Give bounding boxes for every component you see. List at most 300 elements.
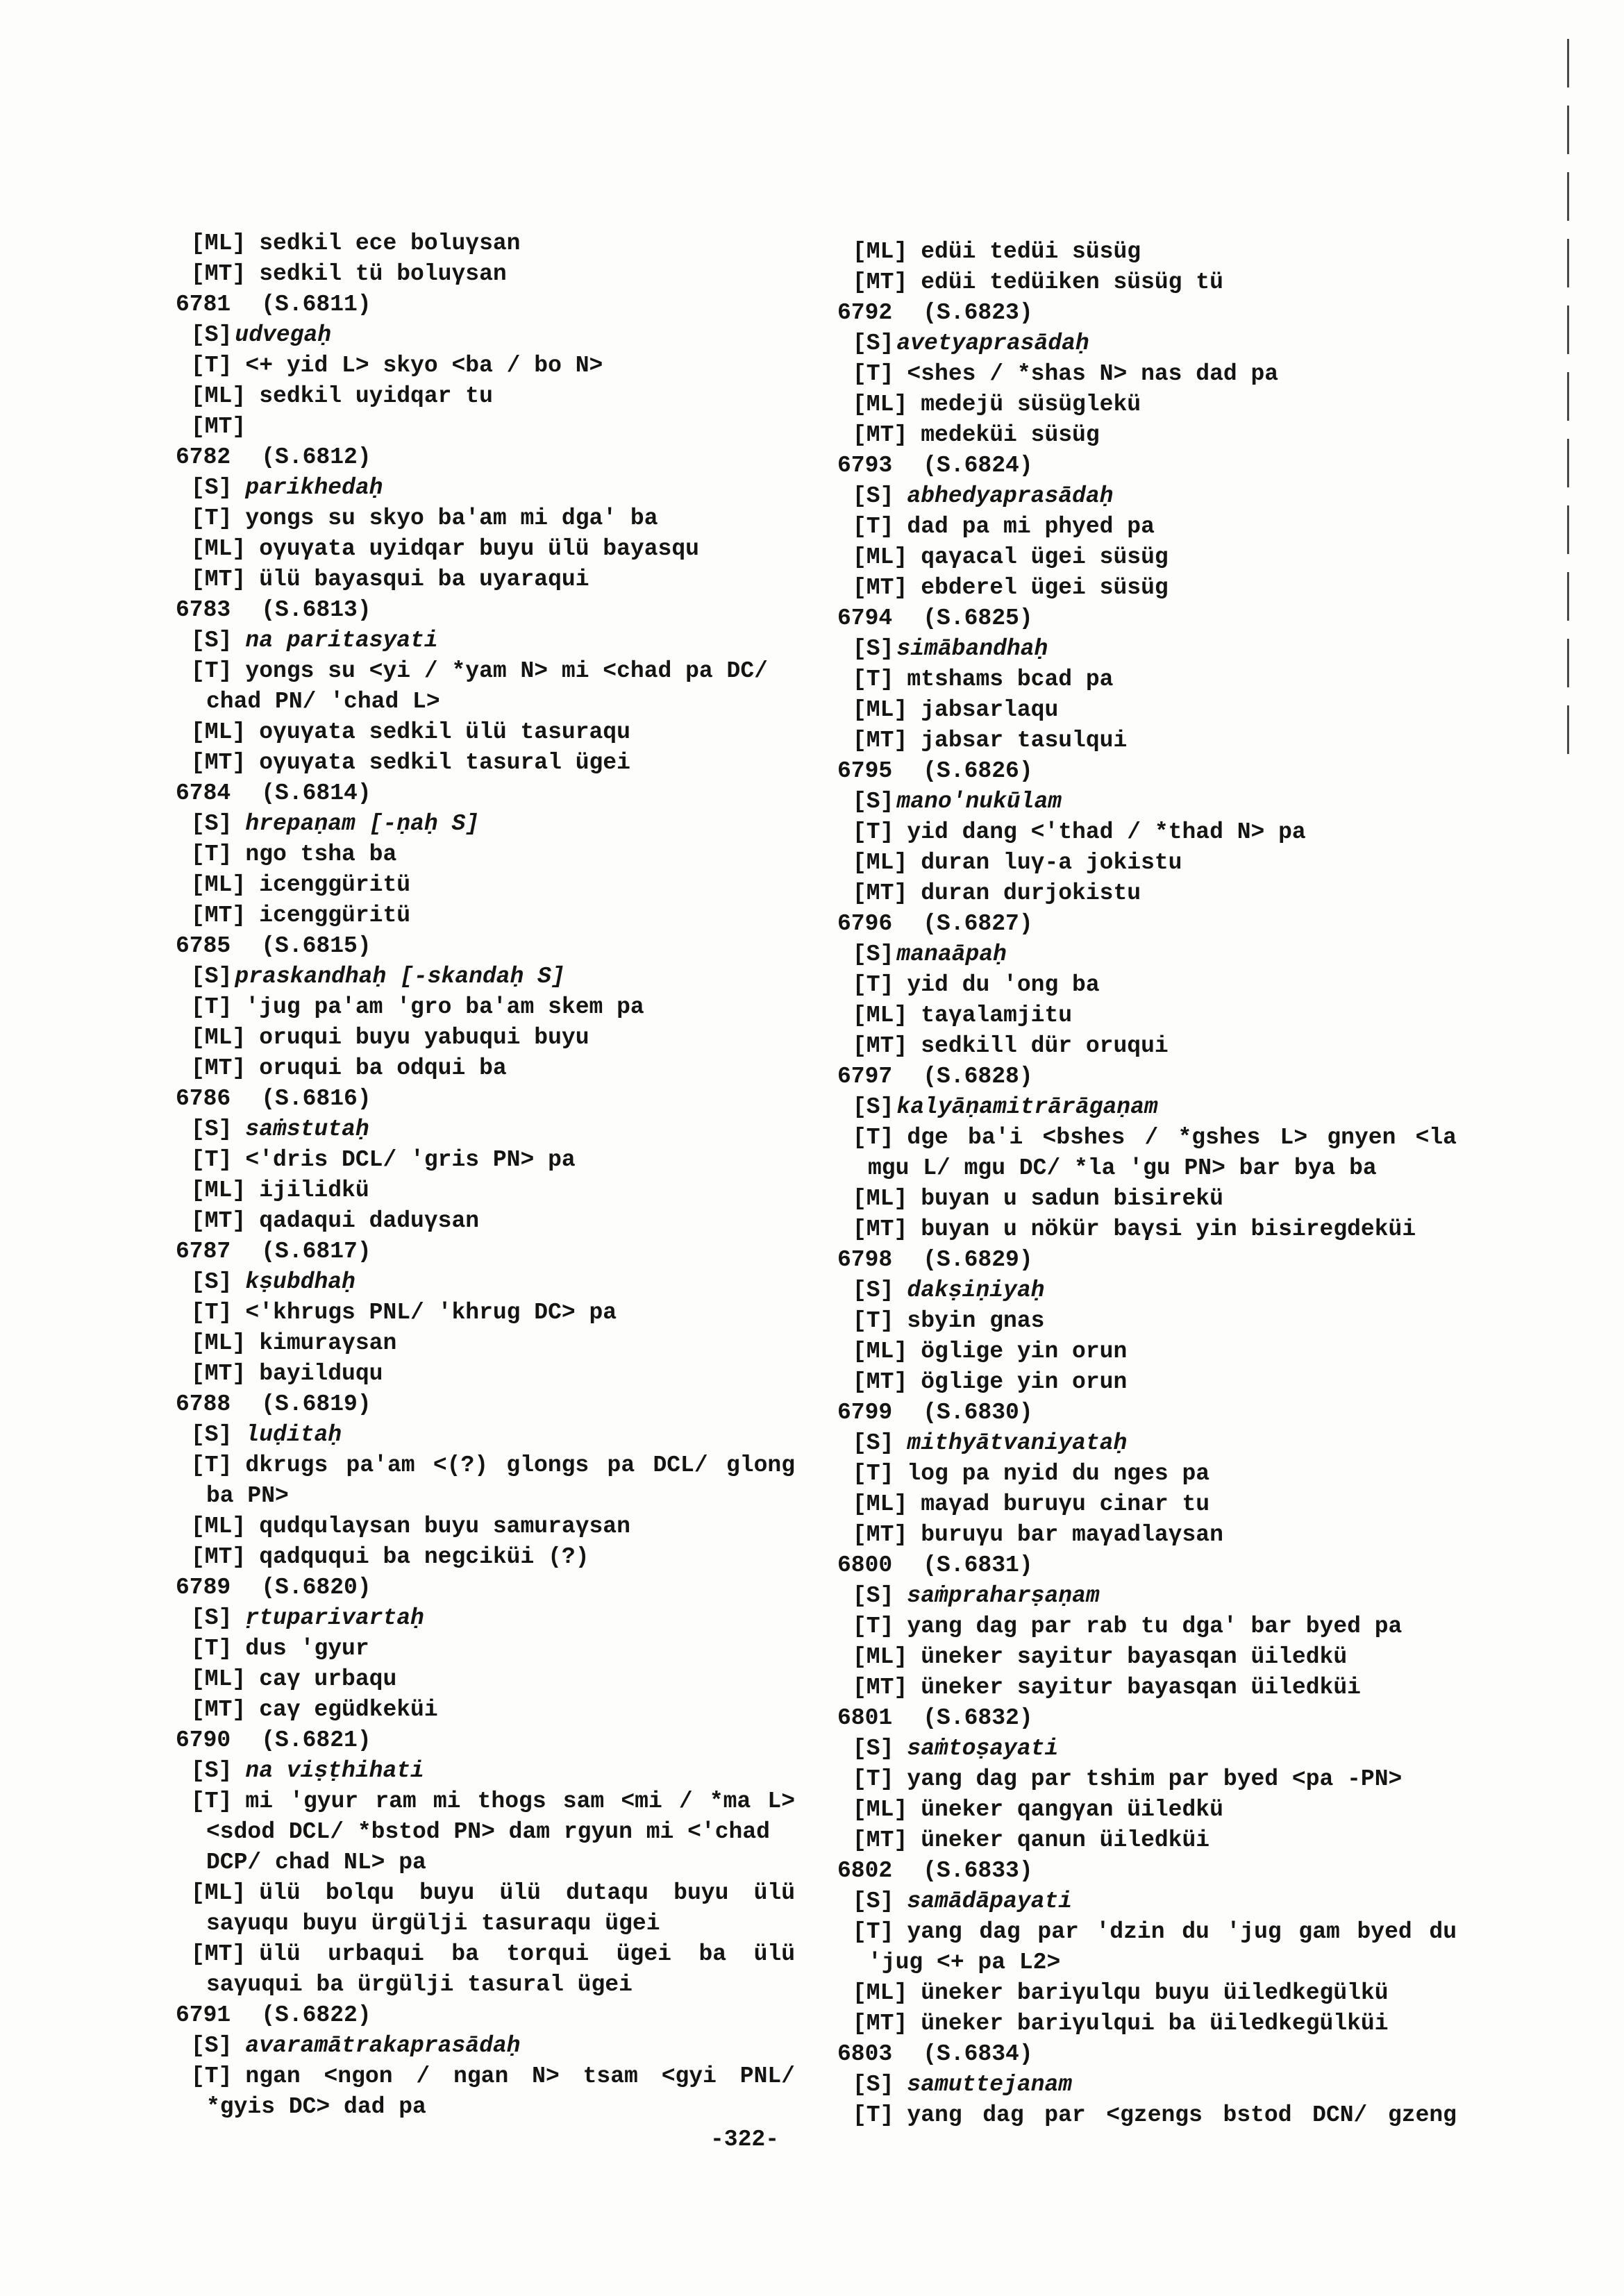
field-text: avetyaprasādaḥ	[896, 330, 1089, 356]
field-text: dakṣiṇiyaḥ	[907, 1277, 1045, 1303]
field-label: [MT]	[853, 575, 908, 601]
field-line	[837, 1214, 1457, 1245]
field-label: [T]	[191, 658, 233, 684]
field-label: [S]	[853, 941, 894, 967]
field-line	[837, 1489, 1457, 1520]
entry	[176, 778, 795, 931]
entry-header	[837, 451, 1457, 481]
field-line	[837, 2100, 1457, 2131]
field-label: [T]	[191, 1147, 233, 1173]
field-label: [ML]	[191, 719, 246, 745]
field-label: [ML]	[191, 1025, 246, 1050]
field-label: [MT]	[191, 1361, 246, 1386]
field-text: mtshams bcad pa	[907, 667, 1114, 692]
field-text: yang dag par <gzengs bstod DCN/ gzeng	[907, 2102, 1457, 2128]
field-line	[176, 992, 795, 1023]
field-text: edüi tedüi süsüg	[921, 239, 1141, 265]
entry-number: 6790	[176, 1727, 231, 1753]
field-label: [T]	[191, 1452, 233, 1478]
continuation-line: chad PN/ 'chad L>	[206, 689, 440, 714]
field-line	[176, 870, 795, 900]
field-label: [T]	[853, 819, 894, 845]
entry-ref: (S.6819)	[261, 1391, 371, 1417]
entry-header	[837, 1856, 1457, 1886]
field-text: dus 'gyur	[245, 1636, 369, 1661]
entry-ref: (S.6825)	[923, 605, 1033, 631]
field-label: [T]	[853, 972, 894, 998]
field-line	[176, 1053, 795, 1084]
field-line	[837, 695, 1457, 726]
entry-header	[176, 1573, 795, 1603]
entry-number: 6795	[837, 758, 893, 784]
field-line	[837, 1336, 1457, 1367]
field-line	[176, 1420, 795, 1450]
field-text: jabsarlaqu	[921, 697, 1059, 723]
entry-header	[176, 1725, 795, 1756]
field-label: [ML]	[191, 1330, 246, 1356]
field-label: [ML]	[853, 1644, 908, 1670]
field-line	[837, 237, 1457, 267]
entry-number: 6802	[837, 1858, 893, 1884]
field-text: na paritasyati	[245, 628, 438, 653]
field-label: [ML]	[191, 1666, 246, 1692]
field-label: [MT]	[191, 903, 246, 928]
entry-ref: (S.6811)	[261, 292, 371, 317]
entry-header	[837, 1245, 1457, 1275]
field-line	[837, 1459, 1457, 1489]
field-line	[837, 2070, 1457, 2100]
entry	[837, 298, 1457, 451]
entry-ref: (S.6832)	[923, 1705, 1033, 1731]
entry-header	[176, 1237, 795, 1267]
field-label: [S]	[191, 322, 233, 348]
entry-number: 6800	[837, 1552, 893, 1578]
field-line	[837, 1795, 1457, 1825]
field-text: praskandhaḥ [-skandaḥ S]	[235, 964, 565, 989]
field-text: abhedyaprasādaḥ	[907, 483, 1114, 509]
field-text: sbyin gnas	[907, 1308, 1045, 1334]
field-text: ngo tsha ba	[245, 841, 397, 867]
field-text: udvegaḥ	[235, 322, 332, 348]
field-line	[837, 1886, 1457, 1917]
field-text: 'jug pa'am 'gro ba'am skem pa	[245, 994, 644, 1020]
field-text: öglige yin orun	[921, 1369, 1128, 1395]
field-label: [MT]	[853, 1033, 908, 1059]
field-label: [S]	[853, 2072, 894, 2097]
field-text: medeküi süsüg	[921, 422, 1100, 448]
field-text: edüi tedüiken süsüg tü	[921, 269, 1223, 295]
field-label: [T]	[853, 1308, 894, 1334]
scan-artifact-line	[1567, 39, 1569, 764]
field-label: [S]	[191, 1758, 233, 1784]
field-text: oγuγata sedkil tasural ügei	[259, 750, 630, 776]
field-text: buyan u nökür baγsi yin bisiregdeküi	[921, 1216, 1416, 1242]
field-text: log pa nyid du nges pa	[907, 1461, 1210, 1486]
field-line	[176, 1634, 795, 1664]
field-line	[176, 1145, 795, 1175]
field-line	[176, 228, 795, 259]
entry-number: 6797	[837, 1064, 893, 1089]
entry-header	[837, 603, 1457, 634]
field-label: [MT]	[191, 261, 246, 287]
field-line	[837, 1917, 1457, 1947]
entry-header	[837, 1550, 1457, 1581]
field-text: simābandhaḥ	[896, 636, 1048, 662]
field-text: mano'nukūlam	[896, 789, 1062, 814]
column-left	[176, 228, 795, 2122]
field-text: sedkil ece boluγsan	[259, 231, 521, 256]
field-line	[837, 481, 1457, 512]
field-line	[176, 564, 795, 595]
entry-ref: (S.6827)	[923, 911, 1033, 937]
field-label: [T]	[853, 1766, 894, 1792]
field-label: [MT]	[853, 422, 908, 448]
field-line	[176, 1298, 795, 1328]
entry	[837, 1062, 1457, 1245]
field-line	[837, 848, 1457, 878]
field-label: [T]	[853, 361, 894, 387]
field-line	[176, 748, 795, 778]
entry-header	[176, 290, 795, 320]
continuation-line: <sdod DCL/ *bstod PN> dam rgyun mi <'chad	[206, 1819, 770, 1845]
entry-header	[837, 756, 1457, 787]
entry-ref: (S.6814)	[261, 780, 371, 806]
field-text: kṣubdhaḥ	[245, 1269, 355, 1295]
field-label: [ML]	[853, 850, 908, 875]
field-label: [ML]	[853, 1003, 908, 1028]
field-text: mithyātvaniyataḥ	[907, 1430, 1128, 1456]
entry	[176, 290, 795, 442]
field-label: [T]	[191, 505, 233, 531]
entry-ref: (S.6820)	[261, 1575, 371, 1600]
field-label: [T]	[853, 514, 894, 539]
continuation-line: DCP/ chad NL> pa	[206, 1850, 426, 1875]
field-text: öglige yin orun	[921, 1339, 1128, 1364]
field-text: ülü urbaqui ba torqui ügei ba ülü	[259, 1941, 795, 1967]
entry-ref: (S.6817)	[261, 1239, 371, 1264]
field-label: [MT]	[191, 1208, 246, 1234]
field-line	[837, 817, 1457, 848]
entry-ref: (S.6815)	[261, 933, 371, 959]
field-line	[837, 726, 1457, 756]
field-text: ülü bayasqui ba uyaraqui	[259, 567, 589, 592]
entry-ref: (S.6812)	[261, 444, 371, 470]
field-label: [ML]	[853, 1491, 908, 1517]
field-line	[837, 1123, 1457, 1153]
field-label: [S]	[191, 2033, 233, 2059]
continuation-line: saγuqu buyu ürgülji tasuraqu ügei	[206, 1911, 660, 1936]
field-text: qudqulaγsan buyu samuraγsan	[259, 1514, 630, 1539]
field-label: [T]	[853, 667, 894, 692]
entry-header	[176, 2000, 795, 2031]
field-label: [ML]	[853, 392, 908, 417]
field-line	[176, 626, 795, 656]
field-text: samuttejanam	[907, 2072, 1073, 2097]
field-line	[176, 1695, 795, 1725]
field-text: manaāpaḥ	[896, 941, 1007, 967]
field-line	[176, 962, 795, 992]
entry-header	[176, 778, 795, 809]
entry	[176, 1573, 795, 1725]
field-line	[837, 1367, 1457, 1398]
entry-number: 6794	[837, 605, 893, 631]
field-label: [ML]	[853, 1797, 908, 1822]
entry-ref: (S.6816)	[261, 1086, 371, 1112]
field-text: duran durjokistu	[921, 880, 1141, 906]
field-label: [S]	[191, 1116, 233, 1142]
entry	[837, 756, 1457, 909]
field-line	[837, 389, 1457, 420]
field-label: [ML]	[853, 239, 908, 265]
field-line	[837, 359, 1457, 389]
field-label: [MT]	[191, 414, 246, 439]
entry-ref: (S.6824)	[923, 453, 1033, 478]
field-label: [MT]	[191, 750, 246, 776]
field-text: avaramātrakaprasādaḥ	[245, 2033, 521, 2059]
field-line	[176, 717, 795, 748]
field-text: medejü süsüglekü	[921, 392, 1141, 417]
entry-number: 6799	[837, 1400, 893, 1425]
field-text: buyan u sadun bisirekü	[921, 1186, 1223, 1212]
field-line	[837, 328, 1457, 359]
field-text: dge ba'i <bshes / *gshes L> gnyen <la	[907, 1125, 1457, 1150]
field-label: [MT]	[191, 1941, 246, 1967]
entry	[837, 1703, 1457, 1856]
field-label: [T]	[191, 1300, 233, 1325]
entry-ref: (S.6834)	[923, 2041, 1033, 2067]
field-text: yang dag par 'dzin du 'jug gam byed du	[907, 1919, 1457, 1945]
entry-number: 6781	[176, 292, 231, 317]
field-text: qaγacal ügei süsüg	[921, 544, 1169, 570]
field-label: [T]	[191, 1636, 233, 1661]
field-line	[176, 1786, 795, 1817]
field-text: dad pa mi phyed pa	[907, 514, 1155, 539]
field-line	[837, 878, 1457, 909]
entry	[837, 1398, 1457, 1550]
field-label: [S]	[853, 483, 894, 509]
field-text: üneker sayitur bayasqan üiledküi	[921, 1675, 1361, 1700]
entry-ref: (S.6831)	[923, 1552, 1033, 1578]
field-label: [S]	[191, 1422, 233, 1448]
field-label: [ML]	[191, 536, 246, 562]
field-label: [ML]	[191, 383, 246, 409]
field-label: [MT]	[853, 728, 908, 753]
field-line	[176, 839, 795, 870]
field-label: [T]	[853, 2102, 894, 2128]
field-text: dkrugs pa'am <(?) glongs pa DCL/ glong	[245, 1452, 795, 1478]
field-line	[176, 1603, 795, 1634]
field-text: oruqui buyu yabuqui buyu	[259, 1025, 589, 1050]
entry-number: 6796	[837, 911, 893, 937]
field-text: samādāpayati	[907, 1888, 1073, 1914]
field-text: sedkill dür oruqui	[921, 1033, 1169, 1059]
field-text: saṁpraharṣaṇam	[907, 1583, 1100, 1609]
entry-ref: (S.6830)	[923, 1400, 1033, 1425]
field-label: [S]	[191, 811, 233, 837]
field-line	[837, 542, 1457, 573]
field-label: [MT]	[191, 1055, 246, 1081]
entry	[176, 442, 795, 595]
field-text: buruγu bar maγadlaγsan	[921, 1522, 1223, 1548]
field-label: [S]	[853, 1888, 894, 1914]
field-label: [ML]	[191, 1514, 246, 1539]
field-text: <'dris DCL/ 'gris PN> pa	[245, 1147, 576, 1173]
field-text: üneker qangγan üiledkü	[921, 1797, 1223, 1822]
field-line	[176, 2061, 795, 2092]
field-line	[176, 1359, 795, 1389]
field-label: [MT]	[191, 567, 246, 592]
field-label: [S]	[191, 1605, 233, 1631]
entry	[837, 451, 1457, 603]
entry-ref: (S.6813)	[261, 597, 371, 623]
field-text: <+ yid L> skyo <ba / bo N>	[245, 353, 603, 378]
field-label: [S]	[853, 1583, 894, 1609]
field-line	[176, 503, 795, 534]
field-label: [T]	[191, 353, 233, 378]
entry-number: 6787	[176, 1239, 231, 1264]
field-line	[176, 656, 795, 687]
entry-ref: (S.6826)	[923, 758, 1033, 784]
entry	[176, 2000, 795, 2122]
field-line	[837, 1825, 1457, 1856]
field-label: [S]	[191, 964, 233, 989]
field-text: ülü bolqu buyu ülü dutaqu buyu ülü	[259, 1880, 795, 1906]
field-text: ngan <ngon / ngan N> tsam <gyi PNL/	[245, 2063, 795, 2089]
field-label: [T]	[191, 2063, 233, 2089]
field-label: [ML]	[191, 872, 246, 898]
field-label: [S]	[853, 1277, 894, 1303]
field-label: [T]	[853, 1461, 894, 1486]
continuation-line: 'jug <+ pa L2>	[868, 1950, 1061, 1975]
field-line	[837, 1734, 1457, 1764]
field-label: [MT]	[853, 2011, 908, 2036]
field-line	[837, 1978, 1457, 2009]
entry-number: 6791	[176, 2002, 231, 2028]
field-label: [S]	[853, 1736, 894, 1761]
field-line	[837, 1184, 1457, 1214]
field-label: [S]	[191, 1269, 233, 1295]
field-line	[837, 512, 1457, 542]
field-text: <'khrugs PNL/ 'khrug DC> pa	[245, 1300, 617, 1325]
entry-header	[837, 1703, 1457, 1734]
field-line	[837, 1306, 1457, 1336]
field-line	[176, 1175, 795, 1206]
field-line	[837, 1642, 1457, 1673]
field-text: taγalamjitu	[921, 1003, 1073, 1028]
entry	[837, 603, 1457, 756]
field-text: parikhedaḥ	[245, 475, 383, 501]
field-label: [ML]	[853, 1339, 908, 1364]
field-text: luḍitaḥ	[245, 1422, 342, 1448]
entry-header	[176, 595, 795, 626]
field-text: sedkil tü boluγsan	[259, 261, 507, 287]
field-line	[176, 1114, 795, 1145]
field-line	[176, 1267, 795, 1298]
field-line	[837, 1611, 1457, 1642]
field-text: yongs su <yi / *yam N> mi <chad pa DC/	[245, 658, 768, 684]
field-line	[176, 1206, 795, 1237]
field-text: üneker bariγulqu buyu üiledkegülkü	[921, 1980, 1389, 2006]
entry	[176, 1725, 795, 2000]
field-line	[837, 664, 1457, 695]
field-label: [T]	[853, 1125, 894, 1150]
field-line	[176, 1328, 795, 1359]
field-text: icenggüritü	[259, 872, 411, 898]
field-text: oruqui ba odqui ba	[259, 1055, 507, 1081]
field-line	[837, 1031, 1457, 1062]
field-line	[837, 420, 1457, 451]
entry-number: 6784	[176, 780, 231, 806]
field-label: [MT]	[853, 1827, 908, 1853]
entry-header	[176, 1084, 795, 1114]
field-text: oγuγata uyidqar buyu ülü bayasqu	[259, 536, 699, 562]
field-text: caγ urbaqu	[259, 1666, 397, 1692]
field-line	[176, 1939, 795, 1970]
field-text: duran luγ-a jokistu	[921, 850, 1182, 875]
entry-header	[176, 931, 795, 962]
field-label: [S]	[853, 1094, 894, 1120]
field-line	[176, 320, 795, 351]
field-line	[176, 473, 795, 503]
field-line	[176, 1542, 795, 1573]
field-line	[837, 1764, 1457, 1795]
entry-number: 6792	[837, 300, 893, 326]
continuation-line: mgu L/ mgu DC/ *la 'gu PN> bar bya ba	[868, 1155, 1377, 1181]
continuation-line: *gyis DC> dad pa	[206, 2094, 426, 2120]
field-line	[176, 1756, 795, 1786]
field-text: yongs su skyo ba'am mi dga' ba	[245, 505, 658, 531]
entry	[176, 931, 795, 1084]
entry-ref: (S.6822)	[261, 2002, 371, 2028]
field-line	[837, 2009, 1457, 2039]
entry-header	[837, 1398, 1457, 1428]
field-line	[176, 1664, 795, 1695]
entry	[176, 1084, 795, 1237]
field-text: qadaqui daduγsan	[259, 1208, 480, 1234]
field-text: kalyāṇamitrārāgaṇam	[896, 1094, 1158, 1120]
entry-number: 6803	[837, 2041, 893, 2067]
field-text: yang dag par tshim par byed <pa -PN>	[907, 1766, 1403, 1792]
field-label: [ML]	[191, 1880, 246, 1906]
entry-header	[837, 909, 1457, 939]
field-label: [MT]	[853, 1369, 908, 1395]
field-line	[837, 787, 1457, 817]
entry	[176, 1237, 795, 1389]
field-line	[837, 939, 1457, 970]
field-text: yang dag par rab tu dga' bar byed pa	[907, 1614, 1403, 1639]
column-right	[837, 237, 1457, 2131]
entry-number: 6786	[176, 1086, 231, 1112]
field-label: [S]	[853, 330, 894, 356]
field-text: <shes / *shas N> nas dad pa	[907, 361, 1279, 387]
field-line	[837, 634, 1457, 664]
field-text: ebderel ügei süsüg	[921, 575, 1169, 601]
entry-ref: (S.6821)	[261, 1727, 371, 1753]
field-line	[176, 809, 795, 839]
field-text: jabsar tasulqui	[921, 728, 1128, 753]
field-line	[176, 1450, 795, 1481]
field-line	[837, 267, 1457, 298]
field-label: [T]	[853, 1919, 894, 1945]
field-text: saṁstutaḥ	[245, 1116, 369, 1142]
entry-ref: (S.6829)	[923, 1247, 1033, 1273]
entry-header	[837, 298, 1457, 328]
entry	[837, 1550, 1457, 1703]
field-line	[176, 351, 795, 381]
entry-number: 6782	[176, 444, 231, 470]
entry-number: 6801	[837, 1705, 893, 1731]
field-label: [S]	[191, 628, 233, 653]
